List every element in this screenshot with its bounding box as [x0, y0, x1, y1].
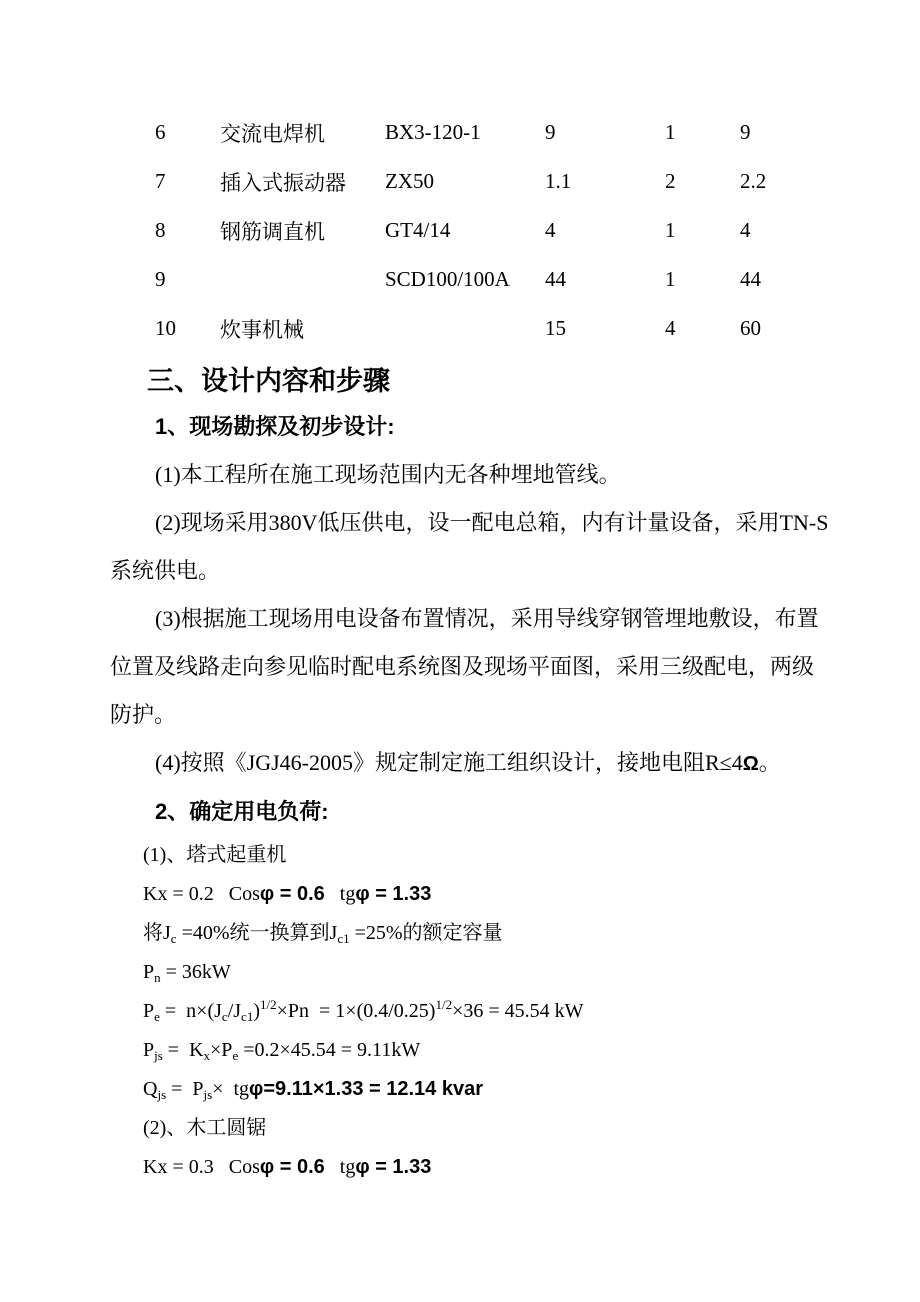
cell-model: BX3-120-1: [385, 120, 481, 144]
calc-item1-pe: $P_e = n\times(J_c/J_{c1})^{1/2}\times Pn = 1\times(0.4/0.25)^{1/2}\times 36 = 45.54$ kW: [143, 997, 584, 1024]
cell-quantity: 1: [665, 267, 676, 291]
section-heading: 三、设计内容和步骤: [147, 366, 390, 396]
cell-model: GT4/14: [385, 218, 451, 242]
paragraph-line: (2)现场采用380V低压供电，设一配电总箱，内有计量设备，采用TN-S: [155, 510, 829, 535]
calc-item1-qjs: $Q_{js} = P_{js}\times tg\varphi=9.11\times 1.33 = 12.14$ kvar: [143, 1078, 484, 1102]
paragraph-line: (3)根据施工现场用电设备布置情况，采用导线穿钢管埋地敷设，布置: [155, 606, 819, 631]
table-row: [110, 255, 812, 304]
paragraph-line: 系统供电。: [110, 558, 221, 583]
table-row: [110, 206, 812, 255]
table-row: [110, 157, 812, 206]
calc-item1-coefficients: Kx = 0.2 Cosφ = 0.6 tgφ = 1.33: [143, 883, 432, 905]
paragraph-2: [110, 499, 829, 595]
calc-item2-title: (2)、木工圆锯: [143, 1117, 267, 1139]
table-row: [110, 304, 812, 353]
table-row: [110, 108, 812, 157]
calc-item1-pn: $P_n = 36kW$: [143, 961, 231, 985]
cell-serial: 10: [155, 316, 176, 340]
cell-total-power: 4: [740, 218, 751, 242]
cell-quantity: 4: [665, 316, 676, 340]
cell-power: 15: [545, 316, 566, 340]
cell-equipment-name: 钢筋调直机: [220, 219, 325, 244]
cell-equipment-name: 炊事机械: [220, 317, 304, 342]
cell-serial: 8: [155, 218, 166, 242]
cell-quantity: 2: [665, 169, 676, 193]
load-calc-block: [110, 836, 812, 1187]
cell-power: 9: [545, 120, 556, 144]
cell-total-power: 44: [740, 267, 761, 291]
cell-equipment-name: 插入式振动器: [220, 170, 346, 195]
cell-equipment-name: 交流电焊机: [220, 121, 325, 146]
paragraph-4: [110, 739, 812, 788]
paragraph-line: 防护。: [110, 702, 177, 727]
equipment-table: [110, 108, 812, 353]
cell-power: 44: [545, 267, 566, 291]
cell-total-power: 9: [740, 120, 751, 144]
cell-model: ZX50: [385, 169, 434, 193]
cell-total-power: 2.2: [740, 169, 767, 193]
cell-serial: 6: [155, 120, 166, 144]
cell-quantity: 1: [665, 120, 676, 144]
calc-item1-note: 将$J_c =40\%$统一换算到$J_{c1} =25\%$的额定容量: [143, 922, 503, 946]
calc-item2-coefficients: Kx = 0.3 Cosφ = 0.6 tgφ = 1.33: [143, 1156, 432, 1178]
paragraph-line: 位置及线路走向参见临时配电系统图及现场平面图，采用三级配电，两级: [110, 654, 815, 679]
cell-serial: 7: [155, 169, 166, 193]
paragraph-line: (1)本工程所在施工现场范围内无各种埋地管线。: [155, 462, 621, 487]
paragraph-1: [110, 451, 812, 499]
calc-item1-pjs: $P_{js} = K_x\times P_e =0.2\times 45.54 = 9.11kW$: [143, 1039, 421, 1063]
cell-serial: 9: [155, 267, 166, 291]
calc-item1-title: (1)、塔式起重机: [143, 844, 287, 866]
paragraph-line: (4)按照《JGJ46-2005》规定制定施工组织设计，接地电阻R≤4Ω。: [155, 750, 781, 775]
cell-quantity: 1: [665, 218, 676, 242]
cell-total-power: 60: [740, 316, 761, 340]
subsection-heading-load: 2、确定用电负荷:: [155, 799, 329, 824]
cell-power: 4: [545, 218, 556, 242]
cell-model: SCD100/100A: [385, 267, 510, 291]
cell-power: 1.1: [545, 169, 572, 193]
subsection-heading-survey: 1、现场勘探及初步设计:: [155, 414, 395, 439]
paragraph-3: [110, 595, 819, 739]
